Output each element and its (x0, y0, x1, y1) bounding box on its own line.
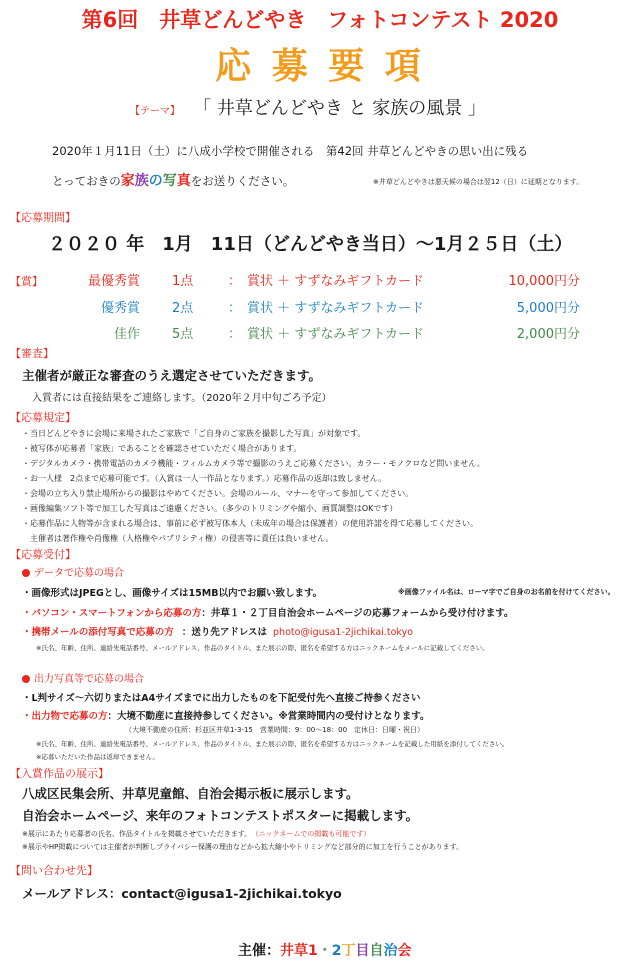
period-text: ２０２０ 年 1月 11日（どんどやき当日）〜1月２５日（土） (48, 234, 573, 255)
prize-amount: 10,000円分 (508, 274, 580, 289)
exhibit-note-1 (22, 829, 370, 839)
organizer-char: 井 (280, 943, 294, 959)
data-line-1-note: ※画像ファイル名は、ローマ字でご自身のお名前を付けてください。 (398, 588, 615, 596)
review-line-1: 主催者が厳正な審査のうえ選定させていただきます。 (22, 368, 322, 383)
review-label: 【審査】 (10, 347, 54, 360)
data-line-2 (22, 605, 513, 619)
review-line-2: 入賞者には直接結果をご連絡します。（2020年２月中旬ごろ予定） (32, 393, 332, 404)
organizer-char: 目 (355, 943, 370, 959)
print-line-1: ・L判サイズ〜六切りまたはA4サイズまでに出力したものを下記受付先へ直接ご持参ください (22, 693, 421, 704)
organizer-char: 自 (369, 943, 384, 959)
data-line-2-rest: ：井草１・２丁目自治会ホームページの応募フォームから受け付けます。 (201, 608, 514, 619)
contact-label: 【問い合わせ先】 (10, 864, 98, 877)
data-line-1: ・画像形式はJPEGとし、画像サイズは15MB以内でお願い致します。 (22, 588, 323, 599)
prize-name: 佳作 (113, 327, 140, 342)
organizer-char: 丁 (341, 943, 356, 959)
organizer-char: 1 (308, 943, 318, 959)
intro-line-2 (52, 170, 294, 190)
prize-row (0, 297, 640, 317)
period-label: 【応募期間】 (10, 211, 76, 224)
shashin-1: 写 (162, 173, 177, 189)
print-address: （大境不動産の住所：杉並区井草1-3-15 営業時間：9：00〜18：00 定休日：日曜・祝日） (125, 726, 425, 734)
intro-line-2-post: をお送りください。 (190, 174, 295, 188)
exhibit-label: 【入賞作品の展示】 (10, 767, 109, 780)
kazoku-2: 族 (134, 173, 149, 189)
shashin-2: 真 (176, 173, 191, 189)
rule-line: 主催者は著作権や肖像権（人格権やパブリシティ権）の侵害等に責任は負いません。 (22, 534, 334, 543)
print-line-2 (22, 708, 430, 722)
prize-colon: ： (228, 327, 242, 342)
print-line-2-rest: ：大境不動産に直接持参してください。※営業時間内の受付けとなります。 (107, 711, 430, 722)
intro-line-1: 2020年１月11日（土）に八成小学校で開催される 第42回 井草どんどやきの思い出に残る (52, 144, 529, 158)
rule-line: ・お一人様 2点まで応募可能です。（入賞は一人一作品となります。）応募作品の返却は致しません。 (22, 474, 387, 483)
contact-email[interactable]: メールアドレス：contact@igusa1-2jichikai.tokyo (22, 886, 342, 901)
prize-name: 優秀賞 (100, 301, 140, 316)
rule-line: ・デジタルカメラ・携帯電話のカメラ機能・フィルムカメラ等で撮影のうえご応募ください。カラー・モノクロなど問いません。 (22, 459, 485, 468)
print-line-2-label: ・出力物で応募の方 (22, 711, 108, 722)
organizer-char: 治 (383, 943, 398, 959)
rain-note: ※井草どんどやきは悪天候の場合は翌12（日）に延期となります。 (373, 178, 584, 186)
rule-line: ・被写体が応募者「家族」であることを確認させていただく場合があります。 (22, 444, 302, 453)
print-note-2: ※応募いただいた作品は返却できません。 (36, 753, 159, 761)
prize-colon: ： (228, 274, 242, 289)
prize-amount: 2,000円分 (516, 327, 580, 342)
prize-name: 最優秀賞 (87, 274, 140, 289)
print-entry-title-text: 出力写真等で応募の場合 (34, 674, 144, 685)
theme-row (130, 94, 486, 120)
prize-count: 2点 (172, 301, 194, 316)
rule-line: ・画像編集ソフト等で加工した写真はご遠慮ください。（多少のトリミングや縮小、画質調整はOKです） (22, 504, 398, 513)
bullet-dot-icon (22, 569, 30, 577)
kazoku-1: 家 (120, 173, 135, 189)
organizer-char: ・ (317, 943, 332, 959)
data-line-3-mid: ：送り先アドレスは (181, 627, 268, 638)
no-char: の (148, 173, 163, 189)
page-subtitle: 応 募 要 項 (215, 46, 425, 87)
data-entry-title-text: データで応募の場合 (34, 568, 124, 579)
print-entry-title (22, 670, 144, 685)
data-line-3-label: ・携帯メールの添付写真で応募の方 (22, 627, 174, 638)
theme-text: 「 井草どんどやき と 家族の風景 」 (193, 98, 486, 119)
prize-desc: 賞状 ＋ すずなみギフトカード (247, 301, 425, 316)
data-note: ※氏名、年齢、住所、連絡先電話番号、メールアドレス、作品のタイトル、また展示の際、匿名を希望する方はニックネームをメールに記載してください。 (36, 644, 489, 652)
organizer (238, 940, 412, 960)
prize-desc: 賞状 ＋ すずなみギフトカード (247, 274, 425, 289)
organizer-char: 2 (331, 943, 342, 959)
reception-label: 【応募受付】 (10, 548, 76, 561)
exhibit-note-2: ※展示やHP掲載については主催者が判断しプライバシー保護の理由などから拡大縮小やトリミングなど部分的に加工を行うことがあります。 (22, 843, 464, 851)
bullet-dot-icon (22, 675, 30, 683)
exhibit-note-1-red: （ニックネームでの掲載も可能です） (255, 830, 371, 838)
exhibit-line-2: 自治会ホームページ、来年のフォトコンテストポスターに掲載します。 (22, 808, 419, 823)
data-entry-title (22, 564, 124, 579)
prize-colon: ： (228, 301, 242, 316)
prize-label: 【賞】 (10, 275, 43, 288)
rules-label: 【応募規定】 (10, 411, 76, 424)
data-line-3 (22, 624, 413, 638)
organizer-char: 会 (397, 943, 412, 959)
prize-row (0, 270, 640, 290)
prize-count: 1点 (172, 274, 194, 289)
page-title: 第6回 井草どんどやき フォトコンテスト 2020 (81, 8, 559, 32)
organizer-char: 草 (294, 943, 308, 959)
exhibit-line-1: 八成区民集会所、井草児童館、自治会掲示板に展示します。 (22, 786, 359, 801)
prize-row (0, 323, 640, 343)
exhibit-note-1-text: ※展示にあたり応募者の氏名、作品タイトルを掲載させていただきます。 (22, 830, 252, 838)
rule-line: ・会場の立ち入り禁止場所からの撮影はやめてください。会場のルール、マナーを守って参加してください。 (22, 489, 414, 498)
data-line-2-label: ・パソコン・スマートフォンから応募の方 (22, 608, 202, 619)
prize-count: 5点 (172, 327, 194, 342)
prize-amount: 5,000円分 (516, 301, 580, 316)
submit-email-link[interactable]: photo@igusa1-2jichikai.tokyo (273, 627, 414, 638)
theme-label: 【テーマ】 (130, 106, 180, 117)
organizer-name (280, 943, 412, 959)
rule-line: ・応募作品に人物等が含まれる場合は、事前に必ず被写体本人（未成年の場合は保護者）の使用許諾を得て応募してください。 (22, 519, 478, 528)
rule-line: ・当日どんどやきに会場に来場されたご家族で「ご自身のご家族を撮影した写真」が対象です。 (22, 429, 366, 438)
intro-line-2-pre: とっておきの (52, 174, 121, 188)
organizer-prefix: 主催： (238, 943, 280, 959)
print-note-1: ※氏名、年齢、住所、連絡先電話番号、メールアドレス、作品のタイトル、また展示の際、匿名を希望する方はニックネームを記載した用紙を添付してください。 (36, 740, 509, 748)
prize-desc: 賞状 ＋ すずなみギフトカード (247, 327, 425, 342)
